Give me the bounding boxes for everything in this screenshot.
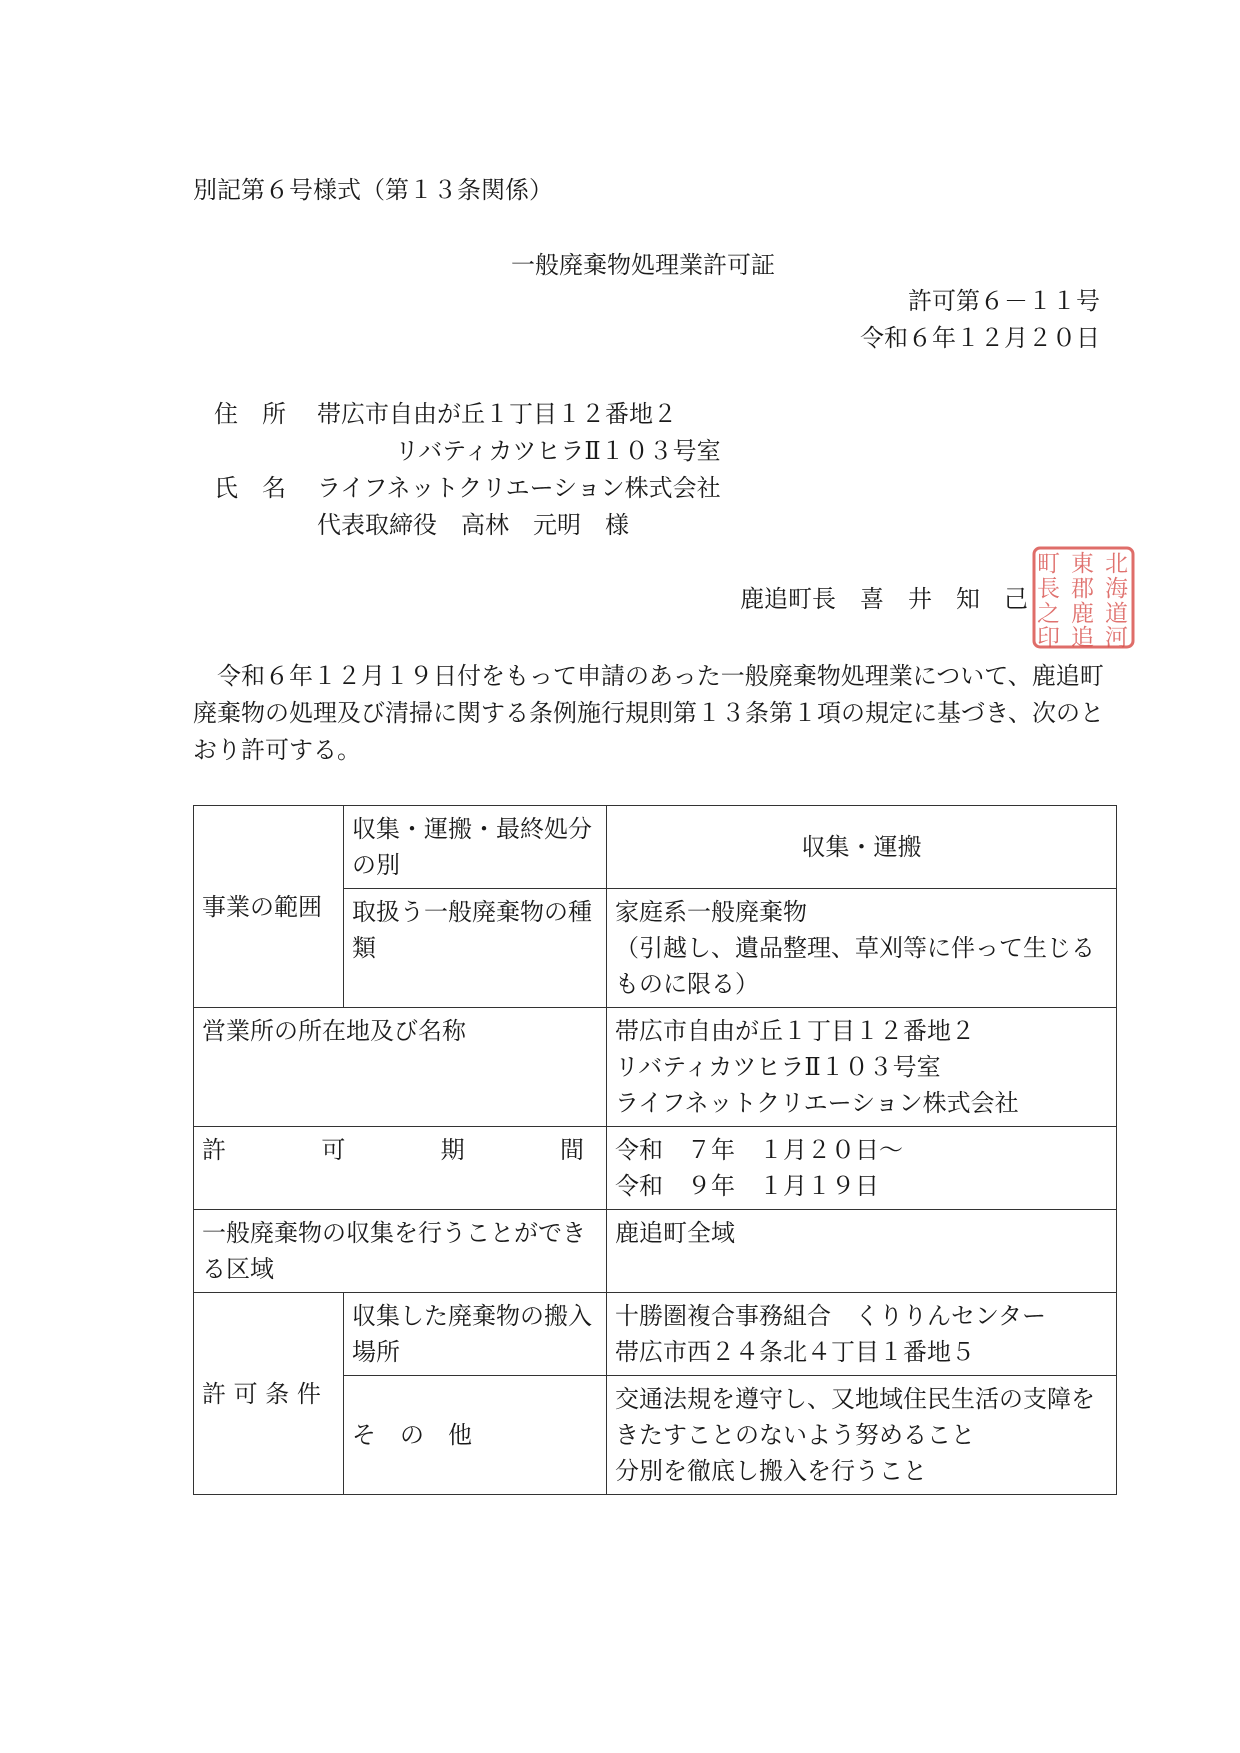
svg-text:追: 追: [1071, 625, 1094, 650]
permit-details-table: [193, 805, 1117, 1495]
type-label-cell: 収集・運搬・最終処分の別: [344, 806, 607, 889]
table-row: [194, 1293, 1117, 1376]
svg-text:道: 道: [1105, 601, 1128, 627]
waste-label-cell: 取扱う一般廃棄物の種類: [344, 889, 607, 1008]
office-value-cell: 帯広市自由が丘１丁目１２番地２ リバティカツヒラⅡ１０３号室 ライフネットクリエーション株式会社: [607, 1008, 1117, 1127]
type-value-cell: 収集・運搬: [607, 806, 1117, 889]
body-paragraph: [193, 658, 1113, 769]
permit-number: 許可第６－１１号: [908, 287, 1100, 315]
svg-text:河: 河: [1105, 625, 1128, 650]
area-value-cell: 鹿追町全域: [607, 1210, 1117, 1293]
table-row: [194, 1127, 1117, 1210]
svg-text:郡: 郡: [1071, 576, 1094, 602]
svg-text:長: 長: [1037, 576, 1060, 602]
issuer-name: 鹿追町長 喜 井 知 己: [740, 585, 1028, 613]
office-label-cell: 営業所の所在地及び名称: [194, 1008, 607, 1127]
representative-name: 代表取締役 高林 元明 様: [317, 511, 629, 539]
document-title: 一般廃棄物処理業許可証: [511, 251, 775, 279]
issue-date: 令和６年１２月２０日: [860, 324, 1100, 352]
company-name: ライフネットクリエーション株式会社: [317, 474, 721, 502]
conditions-label-cell: 許 可 条 件: [194, 1293, 344, 1495]
address-line-1: 帯広市自由が丘１丁目１２番地２: [317, 400, 677, 428]
official-seal-icon: [1031, 545, 1136, 650]
svg-text:海: 海: [1105, 576, 1128, 602]
form-label: 別記第６号様式（第１３条関係）: [193, 176, 553, 204]
scope-label-cell: 事業の範囲: [194, 806, 344, 1008]
disposal-label-cell: 収集した廃棄物の搬入場所: [344, 1293, 607, 1376]
table-row: [194, 1008, 1117, 1127]
body-paragraph-text: 令和６年１２月１９日付をもって申請のあった一般廃棄物処理業について、鹿追町廃棄物の処理及び清掃に関する条例施行規則第１３条第１項の規定に基づき、次のとおり許可する。: [193, 662, 1105, 764]
svg-text:町: 町: [1037, 551, 1060, 577]
svg-text:之: 之: [1037, 601, 1060, 627]
svg-text:東: 東: [1071, 551, 1094, 577]
svg-text:鹿: 鹿: [1071, 601, 1094, 627]
waste-value-cell: 家庭系一般廃棄物 （引越し、遺品整理、草刈等に伴って生じるものに限る）: [607, 889, 1117, 1008]
svg-text:印: 印: [1037, 625, 1060, 650]
period-value-cell: 令和 ７年 １月２０日～ 令和 ９年 １月１９日: [607, 1127, 1117, 1210]
svg-text:北: 北: [1105, 551, 1128, 577]
period-label-cell: 許 可 期 間: [194, 1127, 607, 1210]
name-label: 氏 名: [214, 474, 286, 502]
address-line-2: リバティカツヒラⅡ１０３号室: [395, 437, 721, 465]
table-row: [194, 806, 1117, 889]
other-value-cell: 交通法規を遵守し、又地域住民生活の支障をきたすことのないよう努めること 分別を徹底し搬入を行うこと: [607, 1376, 1117, 1495]
table-row: [194, 1210, 1117, 1293]
area-label-cell: 一般廃棄物の収集を行うことができる区域: [194, 1210, 607, 1293]
disposal-value-cell: 十勝圏複合事務組合 くりりんセンター 帯広市西２４条北４丁目１番地５: [607, 1293, 1117, 1376]
address-label: 住 所: [214, 400, 286, 428]
other-label-cell: そ の 他: [344, 1376, 607, 1495]
